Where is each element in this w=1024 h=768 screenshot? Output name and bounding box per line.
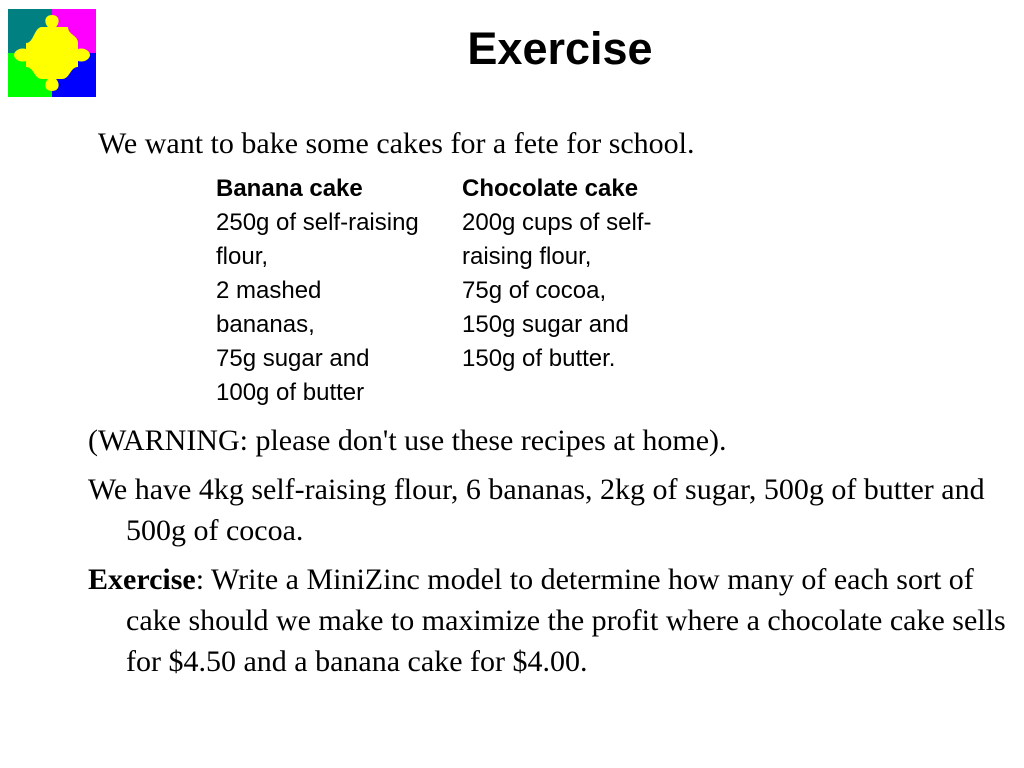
- chocolate-ingredient-line: 75g of cocoa,: [462, 277, 607, 304]
- chocolate-ingredient-line: 150g of butter.: [462, 345, 616, 372]
- banana-ingredient-line: 250g of self-raising: [216, 209, 419, 236]
- chocolate-cake-heading: Chocolate cake: [462, 175, 639, 202]
- resources-text: We have 4kg self-raising flour, 6 bananas, 2kg of sugar, 500g of butter and 500g of cocoa.: [88, 473, 985, 547]
- banana-cake-column: [216, 172, 462, 410]
- intro-text: We want to bake some cakes for a fete for school.: [98, 127, 695, 160]
- banana-cake-heading: Banana cake: [216, 175, 363, 202]
- chocolate-cake-column: [462, 172, 712, 410]
- banana-ingredient-line: 100g of butter: [216, 379, 365, 406]
- chocolate-ingredient-line: 200g cups of self-: [462, 209, 652, 236]
- exercise-label: Exercise: [88, 563, 196, 596]
- banana-ingredient-line: flour,: [216, 243, 269, 270]
- warning-text: (WARNING: please don't use these recipes at home).: [88, 424, 727, 457]
- recipe-table: [216, 172, 712, 410]
- chocolate-ingredient-line: raising flour,: [462, 243, 592, 270]
- banana-ingredient-line: bananas,: [216, 311, 315, 338]
- banana-ingredient-line: 2 mashed: [216, 277, 322, 304]
- exercise-text: [88, 559, 1024, 682]
- slide-title: Exercise: [467, 23, 653, 74]
- chocolate-ingredient-line: 150g sugar and: [462, 311, 629, 338]
- exercise-description: : Write a MiniZinc model to determine how many of each sort of cake should we make to maximize the profit where a chocolate cake sells for $4.50 and a banana cake for $4.00.: [126, 563, 1006, 678]
- banana-ingredient-line: 75g sugar and: [216, 345, 370, 372]
